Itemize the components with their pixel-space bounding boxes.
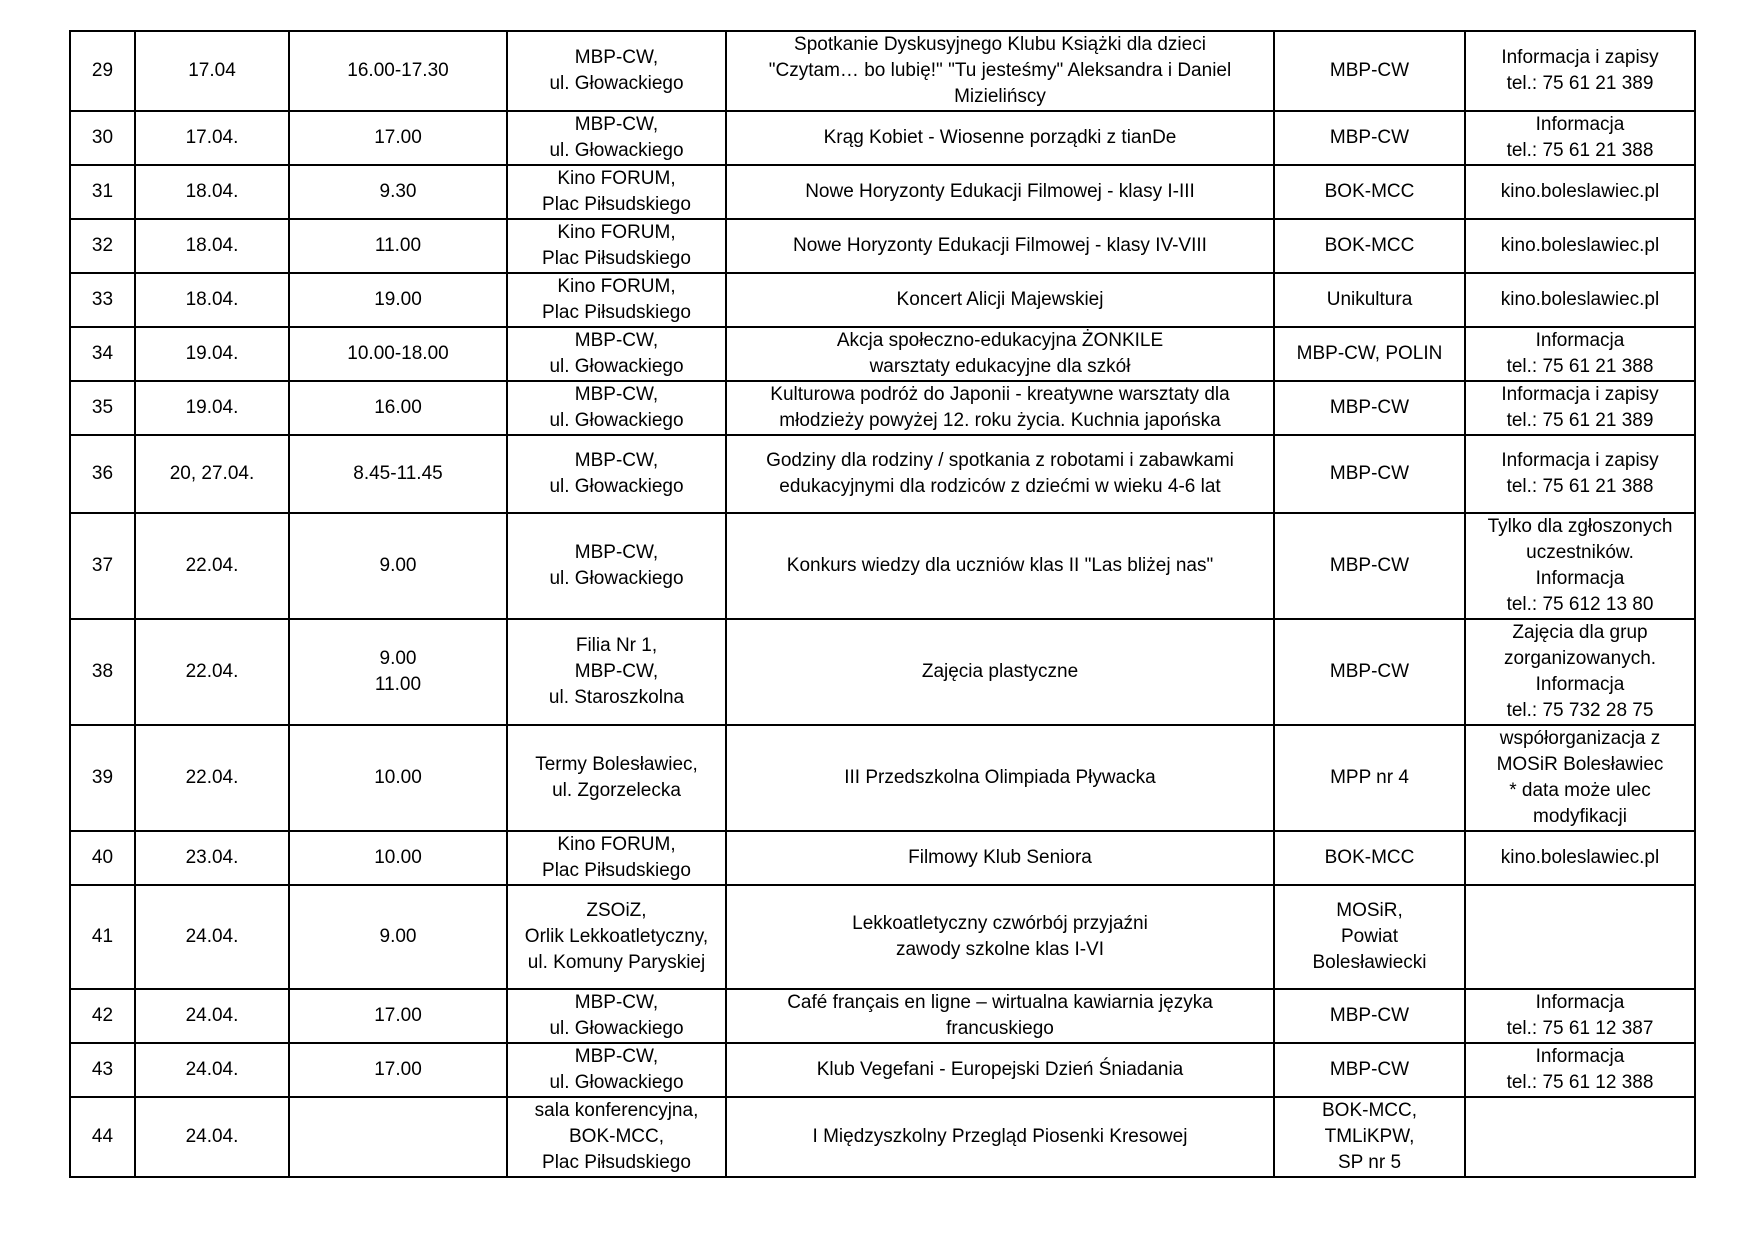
cell-no: 39	[70, 725, 135, 831]
cell-event: I Międzyszkolny Przegląd Piosenki Kresowej	[726, 1097, 1274, 1177]
cell-no: 34	[70, 327, 135, 381]
cell-place: MBP-CW, ul. Głowackiego	[507, 111, 726, 165]
cell-no: 42	[70, 989, 135, 1043]
table-row	[70, 435, 1695, 513]
cell-date: 20, 27.04.	[135, 435, 289, 513]
cell-place: MBP-CW, ul. Głowackiego	[507, 327, 726, 381]
cell-no: 35	[70, 381, 135, 435]
cell-org: MBP-CW, POLIN	[1274, 327, 1465, 381]
table-row	[70, 1043, 1695, 1097]
cell-event: Godziny dla rodziny / spotkania z robotami i zabawkami edukacyjnymi dla rodziców z dziećmi w wieku 4-6 lat	[726, 435, 1274, 513]
cell-time	[289, 1097, 507, 1177]
cell-event: III Przedszkolna Olimpiada Pływacka	[726, 725, 1274, 831]
table-row	[70, 725, 1695, 831]
table-row	[70, 989, 1695, 1043]
table-row	[70, 31, 1695, 111]
cell-date: 18.04.	[135, 219, 289, 273]
cell-time: 17.00	[289, 111, 507, 165]
cell-no: 44	[70, 1097, 135, 1177]
cell-info: współorganizacja z MOSiR Bolesławiec * data może ulec modyfikacji	[1465, 725, 1695, 831]
cell-info: kino.boleslawiec.pl	[1465, 831, 1695, 885]
cell-date: 24.04.	[135, 989, 289, 1043]
cell-no: 40	[70, 831, 135, 885]
cell-time: 9.00	[289, 885, 507, 989]
cell-info: Informacja tel.: 75 61 12 387	[1465, 989, 1695, 1043]
cell-time: 10.00-18.00	[289, 327, 507, 381]
cell-event: Konkurs wiedzy dla uczniów klas II "Las bliżej nas"	[726, 513, 1274, 619]
cell-date: 22.04.	[135, 513, 289, 619]
cell-info: Informacja i zapisy tel.: 75 61 21 389	[1465, 31, 1695, 111]
cell-org: MBP-CW	[1274, 513, 1465, 619]
cell-event: Nowe Horyzonty Edukacji Filmowej - klasy I-III	[726, 165, 1274, 219]
cell-place: ZSOiZ, Orlik Lekkoatletyczny, ul. Komuny Paryskiej	[507, 885, 726, 989]
cell-info	[1465, 1097, 1695, 1177]
events-table	[69, 30, 1696, 1178]
cell-event: Spotkanie Dyskusyjnego Klubu Książki dla dzieci "Czytam… bo lubię!" "Tu jesteśmy" Aleksandra i Daniel Mizielińscy	[726, 31, 1274, 111]
cell-no: 31	[70, 165, 135, 219]
cell-org: BOK-MCC	[1274, 831, 1465, 885]
cell-date: 19.04.	[135, 327, 289, 381]
cell-info: Zajęcia dla grup zorganizowanych. Informacja tel.: 75 732 28 75	[1465, 619, 1695, 725]
cell-org: MBP-CW	[1274, 989, 1465, 1043]
cell-no: 30	[70, 111, 135, 165]
cell-info	[1465, 885, 1695, 989]
cell-info: kino.boleslawiec.pl	[1465, 165, 1695, 219]
cell-event: Nowe Horyzonty Edukacji Filmowej - klasy IV-VIII	[726, 219, 1274, 273]
cell-place: MBP-CW, ul. Głowackiego	[507, 513, 726, 619]
cell-event: Zajęcia plastyczne	[726, 619, 1274, 725]
cell-place: MBP-CW, ul. Głowackiego	[507, 381, 726, 435]
cell-time: 16.00	[289, 381, 507, 435]
event-schedule	[69, 30, 1694, 1178]
table-row	[70, 273, 1695, 327]
cell-event: Filmowy Klub Seniora	[726, 831, 1274, 885]
cell-event: Krąg Kobiet - Wiosenne porządki z tianDe	[726, 111, 1274, 165]
table-row	[70, 885, 1695, 989]
cell-event: Kulturowa podróż do Japonii - kreatywne warsztaty dla młodzieży powyżej 12. roku życia. Kuchnia japońska	[726, 381, 1274, 435]
cell-place: Kino FORUM, Plac Piłsudskiego	[507, 831, 726, 885]
cell-date: 17.04	[135, 31, 289, 111]
cell-date: 24.04.	[135, 885, 289, 989]
cell-org: BOK-MCC	[1274, 219, 1465, 273]
cell-place: MBP-CW, ul. Głowackiego	[507, 435, 726, 513]
cell-org: MBP-CW	[1274, 619, 1465, 725]
cell-time: 16.00-17.30	[289, 31, 507, 111]
cell-org: MBP-CW	[1274, 111, 1465, 165]
cell-info: Informacja i zapisy tel.: 75 61 21 389	[1465, 381, 1695, 435]
table-row	[70, 513, 1695, 619]
cell-time: 10.00	[289, 831, 507, 885]
cell-event: Akcja społeczno-edukacyjna ŻONKILE warsztaty edukacyjne dla szkół	[726, 327, 1274, 381]
cell-org: MPP nr 4	[1274, 725, 1465, 831]
cell-time: 9.00	[289, 513, 507, 619]
cell-org: Unikultura	[1274, 273, 1465, 327]
cell-event: Café français en ligne – wirtualna kawiarnia języka francuskiego	[726, 989, 1274, 1043]
cell-no: 36	[70, 435, 135, 513]
cell-no: 43	[70, 1043, 135, 1097]
cell-place: MBP-CW, ul. Głowackiego	[507, 31, 726, 111]
table-row	[70, 327, 1695, 381]
cell-place: sala konferencyjna, BOK-MCC, Plac Piłsudskiego	[507, 1097, 726, 1177]
cell-event: Lekkoatletyczny czwórbój przyjaźni zawody szkolne klas I-VI	[726, 885, 1274, 989]
cell-event: Koncert Alicji Majewskiej	[726, 273, 1274, 327]
cell-time: 8.45-11.45	[289, 435, 507, 513]
cell-info: Informacja i zapisy tel.: 75 61 21 388	[1465, 435, 1695, 513]
cell-date: 23.04.	[135, 831, 289, 885]
cell-date: 22.04.	[135, 619, 289, 725]
table-row	[70, 219, 1695, 273]
cell-org: MBP-CW	[1274, 1043, 1465, 1097]
cell-org: MOSiR, Powiat Bolesławiecki	[1274, 885, 1465, 989]
cell-time: 9.30	[289, 165, 507, 219]
table-row	[70, 619, 1695, 725]
cell-no: 33	[70, 273, 135, 327]
cell-time: 19.00	[289, 273, 507, 327]
cell-date: 24.04.	[135, 1043, 289, 1097]
cell-no: 37	[70, 513, 135, 619]
cell-date: 18.04.	[135, 273, 289, 327]
cell-place: Kino FORUM, Plac Piłsudskiego	[507, 219, 726, 273]
cell-info: Tylko dla zgłoszonych uczestników. Informacja tel.: 75 612 13 80	[1465, 513, 1695, 619]
cell-info: kino.boleslawiec.pl	[1465, 273, 1695, 327]
table-row	[70, 165, 1695, 219]
cell-time: 17.00	[289, 989, 507, 1043]
table-row	[70, 1097, 1695, 1177]
table-row	[70, 111, 1695, 165]
cell-no: 29	[70, 31, 135, 111]
cell-no: 38	[70, 619, 135, 725]
cell-event: Klub Vegefani - Europejski Dzień Śniadania	[726, 1043, 1274, 1097]
events-table-body	[70, 31, 1695, 1177]
cell-info: Informacja tel.: 75 61 21 388	[1465, 327, 1695, 381]
cell-place: Filia Nr 1, MBP-CW, ul. Staroszkolna	[507, 619, 726, 725]
table-row	[70, 831, 1695, 885]
cell-no: 32	[70, 219, 135, 273]
cell-org: MBP-CW	[1274, 31, 1465, 111]
cell-date: 17.04.	[135, 111, 289, 165]
cell-time: 17.00	[289, 1043, 507, 1097]
cell-date: 22.04.	[135, 725, 289, 831]
cell-no: 41	[70, 885, 135, 989]
cell-time: 11.00	[289, 219, 507, 273]
cell-date: 24.04.	[135, 1097, 289, 1177]
cell-info: Informacja tel.: 75 61 21 388	[1465, 111, 1695, 165]
cell-org: MBP-CW	[1274, 435, 1465, 513]
cell-org: BOK-MCC, TMLiKPW, SP nr 5	[1274, 1097, 1465, 1177]
cell-date: 19.04.	[135, 381, 289, 435]
cell-org: BOK-MCC	[1274, 165, 1465, 219]
cell-place: Termy Bolesławiec, ul. Zgorzelecka	[507, 725, 726, 831]
cell-place: Kino FORUM, Plac Piłsudskiego	[507, 273, 726, 327]
cell-date: 18.04.	[135, 165, 289, 219]
cell-org: MBP-CW	[1274, 381, 1465, 435]
cell-info: Informacja tel.: 75 61 12 388	[1465, 1043, 1695, 1097]
cell-time: 9.00 11.00	[289, 619, 507, 725]
cell-place: MBP-CW, ul. Głowackiego	[507, 1043, 726, 1097]
cell-place: Kino FORUM, Plac Piłsudskiego	[507, 165, 726, 219]
cell-info: kino.boleslawiec.pl	[1465, 219, 1695, 273]
cell-place: MBP-CW, ul. Głowackiego	[507, 989, 726, 1043]
table-row	[70, 381, 1695, 435]
cell-time: 10.00	[289, 725, 507, 831]
